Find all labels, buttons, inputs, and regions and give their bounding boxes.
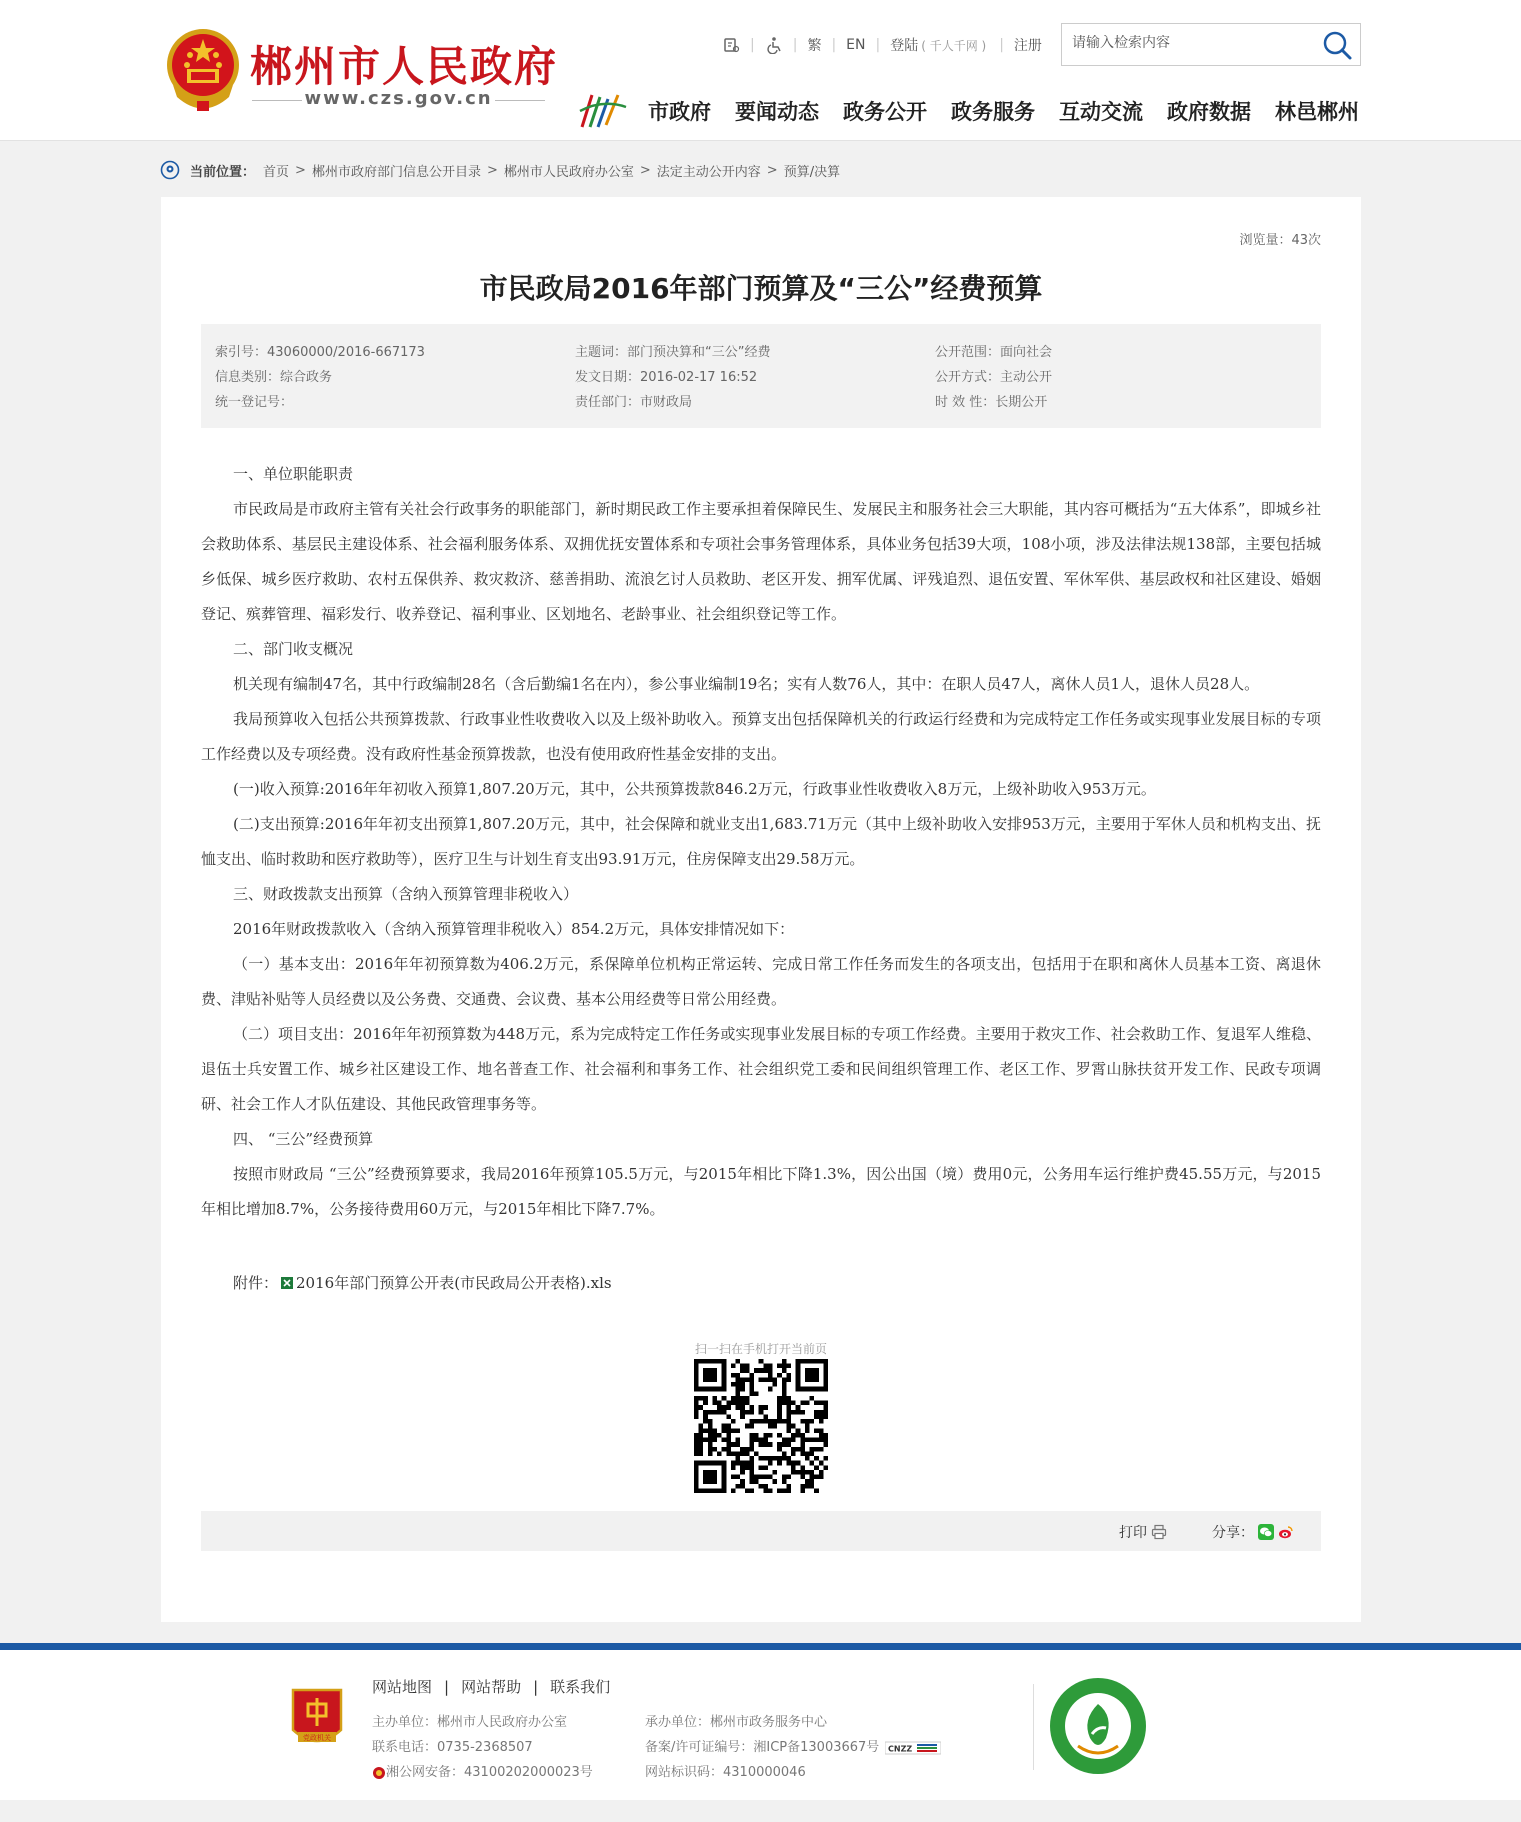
attachment-link[interactable]: 2016年部门预算公开表(市民政局公开表格).xls bbox=[296, 1274, 612, 1292]
section-heading: 三、财政拨款支出预算（含纳入预算管理非税收入） bbox=[233, 885, 579, 903]
nav-logo-icon bbox=[578, 89, 628, 133]
footer-info-right bbox=[645, 1710, 941, 1785]
meta-method: 公开方式：主动公开 bbox=[935, 370, 1053, 385]
paragraph: (二)支出预算:2016年年初支出预算1,807.20万元，其中，社会保障和就业支出1,683.71万元（其中上级补助收入安排953万元，主要用于军休人员和机构支出、抚恤支出、临时救助和医疗救助等），医疗卫生与计划生育支出93.91万元，住房保障支出29.58万元。 bbox=[201, 815, 1321, 868]
separator: | bbox=[999, 37, 1004, 53]
site-header bbox=[0, 0, 1521, 141]
excel-file-icon bbox=[280, 1276, 294, 1290]
site-url: www.czs.gov.cn bbox=[304, 88, 493, 109]
paragraph: 我局预算收入包括公共预算拨款、行政事业性收费收入以及上级补助收入。预算支出包括保障机关的行政运行经费和为完成特定工作任务或实现事业发展目标的专项工作经费以及专项经费。没有政府性基金预算拨款，也没有使用政府性基金安排的支出。 bbox=[201, 710, 1321, 763]
phone-text: 联系电话：0735-2368507 bbox=[372, 1740, 533, 1755]
footer-accent-bar bbox=[0, 1643, 1521, 1650]
article-title: 市民政局2016年部门预算及“三公”经费预算 bbox=[479, 272, 1043, 305]
mobile-icon[interactable] bbox=[722, 36, 740, 54]
icp-record-text[interactable]: 备案/许可证编号：湘ICP备13003667号 bbox=[645, 1740, 880, 1755]
breadcrumb-item[interactable]: 郴州市政府部门信息公开目录 bbox=[311, 164, 481, 180]
qr-code bbox=[694, 1359, 828, 1493]
breadcrumb-separator: > bbox=[295, 162, 306, 178]
cnzz-stats-icon[interactable] bbox=[885, 1741, 941, 1755]
separator: | bbox=[875, 37, 881, 53]
meta-validity: 时 效 性：长期公开 bbox=[935, 395, 1048, 410]
nav-item-government-affairs-open[interactable]: 政务公开 bbox=[843, 100, 927, 124]
share-bar bbox=[201, 1511, 1321, 1551]
icp-record bbox=[645, 1735, 941, 1760]
paragraph: 市民政局是市政府主管有关社会行政事务的职能部门，新时期民政工作主要承担着保障民生、发展民主和服务社会三大职能，其内容可概括为“五大体系”，即城乡社会救助体系、基层民主建设体系、社会福利服务体系、双拥优抚安置体系和专项社会事务管理体系，具体业务包括39大项，108小项，涉及法律法规138部，主要包括城乡低保、城乡医疗救助、农村五保供养、救灾救济、慈善捐助、流浪乞讨人员救助、老区开发、拥军优属、评残追烈、退伍安置、军休军供、基层政权和社区建设、婚姻登记、殡葬管理、福彩发行、收养登记、福利事业、区划地名、老龄事业、社会组织登记等工作。 bbox=[201, 500, 1321, 623]
search-box bbox=[1061, 23, 1361, 66]
nav-item-news[interactable]: 要闻动态 bbox=[735, 100, 819, 124]
police-record-text: 湘公网安备：43100202000023号 bbox=[386, 1765, 593, 1780]
nav-item-government-data[interactable]: 政府数据 bbox=[1167, 100, 1251, 124]
separator: | bbox=[533, 1677, 539, 1696]
cnzz-label: CNZZ bbox=[888, 1744, 913, 1753]
footer-info-left bbox=[372, 1710, 593, 1785]
breadcrumb-separator: > bbox=[486, 162, 498, 178]
weibo-icon[interactable] bbox=[1278, 1524, 1294, 1540]
nav-item-government-services[interactable]: 政务服务 bbox=[951, 100, 1035, 124]
party-government-badge-icon[interactable] bbox=[290, 1686, 344, 1752]
attachment-row bbox=[233, 1272, 612, 1293]
paragraph: （二）项目支出：2016年年初预算数为448万元，系为完成特定工作任务或实现事业发展目标的专项工作经费。主要用于救灾工作、社会救助工作、复退军人维稳、退伍士兵安置工作、城乡社区建设工作、地名普查工作、社会福利和事务工作、社会组织党工委和民间组织管理工作、老区工作、罗霄山脉扶贫开发工作、民政专项调研、社会工作人才队伍建设、其他民政管理事务等。 bbox=[201, 1025, 1321, 1113]
nav-item-city-government[interactable]: 市政府 bbox=[648, 100, 711, 124]
separator: | bbox=[750, 37, 755, 53]
paragraph: (一)收入预算:2016年年初收入预算1,807.20万元，其中，公共预算拨款846.2万元，行政事业性收费收入8万元，上级补助收入953万元。 bbox=[233, 780, 1156, 798]
share-label: 分享： bbox=[1212, 1525, 1254, 1541]
view-count: 浏览量：43次 bbox=[1239, 233, 1321, 248]
sitemap-link[interactable]: 网站地图 bbox=[372, 1678, 433, 1696]
party-badge-text: 党政机关 bbox=[303, 1734, 331, 1742]
breadcrumb-item[interactable]: 郴州市人民政府办公室 bbox=[503, 164, 634, 180]
nav-item-linyi-chenzhou[interactable]: 林邑郴州 bbox=[1275, 100, 1359, 124]
login-link[interactable]: 登陆 bbox=[890, 38, 919, 54]
main-nav bbox=[578, 91, 1359, 131]
nav-item-interaction[interactable]: 互动交流 bbox=[1059, 100, 1143, 124]
meta-registration-no: 统一登记号： bbox=[215, 395, 294, 410]
article-card bbox=[161, 197, 1361, 1622]
meta-category: 信息类别：综合政务 bbox=[215, 370, 333, 385]
meta-column bbox=[575, 340, 770, 415]
section-heading: 四、 “三公”经费预算 bbox=[233, 1130, 374, 1148]
breadcrumb-separator: > bbox=[766, 162, 778, 178]
footer-links bbox=[372, 1676, 610, 1697]
divider bbox=[495, 100, 545, 101]
separator: | bbox=[831, 37, 837, 53]
contact-link[interactable]: 联系我们 bbox=[550, 1678, 611, 1696]
section-heading: 一、单位职能职责 bbox=[233, 465, 354, 483]
site-title[interactable]: 郴州市人民政府 bbox=[250, 42, 559, 91]
paragraph: （一）基本支出：2016年年初预算数为406.2万元，系保障单位机构正常运转、完成日常工作任务而发生的各项支出，包括用于在职和离休人员基本工资、离退休费、津贴补贴等人员经费以及公务费、交通费、会议费、基本公用经费等日常公用经费。 bbox=[201, 955, 1321, 1008]
breadcrumb bbox=[160, 160, 840, 180]
paragraph: 2016年财政拨款收入（含纳入预算管理非税收入）854.2万元，具体安排情况如下： bbox=[233, 920, 795, 938]
search-input[interactable] bbox=[1072, 35, 1302, 51]
breadcrumb-label: 当前位置： bbox=[190, 164, 256, 180]
police-record[interactable] bbox=[372, 1760, 593, 1785]
undertaker-text: 承办单位：郴州市政务服务中心 bbox=[645, 1715, 828, 1730]
share-group bbox=[1212, 1522, 1294, 1542]
civilized-city-badge-icon[interactable] bbox=[1048, 1676, 1148, 1776]
meta-index-no: 索引号：43060000/2016-667173 bbox=[215, 345, 425, 360]
location-pin-icon bbox=[160, 160, 180, 180]
breadcrumb-item[interactable]: 首页 bbox=[263, 164, 290, 180]
national-emblem-icon bbox=[163, 25, 243, 113]
wheelchair-icon[interactable] bbox=[765, 36, 783, 54]
wechat-icon[interactable] bbox=[1258, 1524, 1274, 1540]
print-label: 打印 bbox=[1119, 1525, 1147, 1541]
meta-scope: 公开范围：面向社会 bbox=[935, 345, 1053, 360]
footer-divider bbox=[1033, 1684, 1034, 1770]
print-button[interactable] bbox=[1119, 1522, 1167, 1542]
site-id-text: 网站标识码：4310000046 bbox=[645, 1765, 806, 1780]
police-badge-icon bbox=[372, 1766, 386, 1780]
breadcrumb-item[interactable]: 法定主动公开内容 bbox=[656, 164, 761, 180]
paragraph: 按照市财政局 “三公”经费预算要求，我局2016年预算105.5万元，与2015年相比下降1.3%，因公出国（境）费用0元，公务用车运行维护费45.55万元，与2015年相比增加8.7%，公务接待费用60万元，与2015年相比下降7.7%。 bbox=[201, 1165, 1321, 1218]
search-icon[interactable] bbox=[1320, 29, 1354, 61]
separator: | bbox=[444, 1677, 450, 1696]
paragraph: 机关现有编制47名，其中行政编制28名（含后勤编1名在内），参公事业编制19名；实有人数76人，其中：在职人员47人，离休人员1人，退休人员28人。 bbox=[233, 675, 1260, 693]
traditional-chinese-link[interactable]: 繁 bbox=[807, 38, 822, 54]
breadcrumb-separator: > bbox=[639, 162, 651, 178]
qr-caption: 扫一扫在手机打开当前页 bbox=[694, 1342, 827, 1356]
register-link[interactable]: 注册 bbox=[1013, 38, 1042, 54]
printer-icon bbox=[1151, 1524, 1167, 1540]
english-link[interactable]: EN bbox=[846, 37, 866, 53]
attachment-label: 附件： bbox=[233, 1274, 279, 1292]
section-heading: 二、部门收支概况 bbox=[233, 640, 354, 658]
meta-department: 责任部门：市财政局 bbox=[575, 395, 693, 410]
site-url-row bbox=[252, 88, 545, 112]
breadcrumb-item[interactable]: 预算/决算 bbox=[783, 164, 841, 180]
meta-keywords: 主题词：部门预决算和“三公”经费 bbox=[575, 345, 771, 360]
login-sub-label: ( 千人千网 ) bbox=[921, 38, 987, 53]
help-link[interactable]: 网站帮助 bbox=[461, 1678, 522, 1696]
separator: | bbox=[792, 37, 798, 53]
site-footer bbox=[0, 1650, 1521, 1800]
meta-column bbox=[935, 340, 1052, 415]
article-body bbox=[201, 457, 1321, 1227]
meta-date: 发文日期：2016-02-17 16:52 bbox=[575, 370, 758, 385]
top-toolbar bbox=[722, 34, 1042, 56]
sponsor-text: 主办单位：郴州市人民政府办公室 bbox=[372, 1715, 568, 1730]
meta-column bbox=[215, 340, 425, 415]
article-meta-box bbox=[201, 324, 1321, 428]
